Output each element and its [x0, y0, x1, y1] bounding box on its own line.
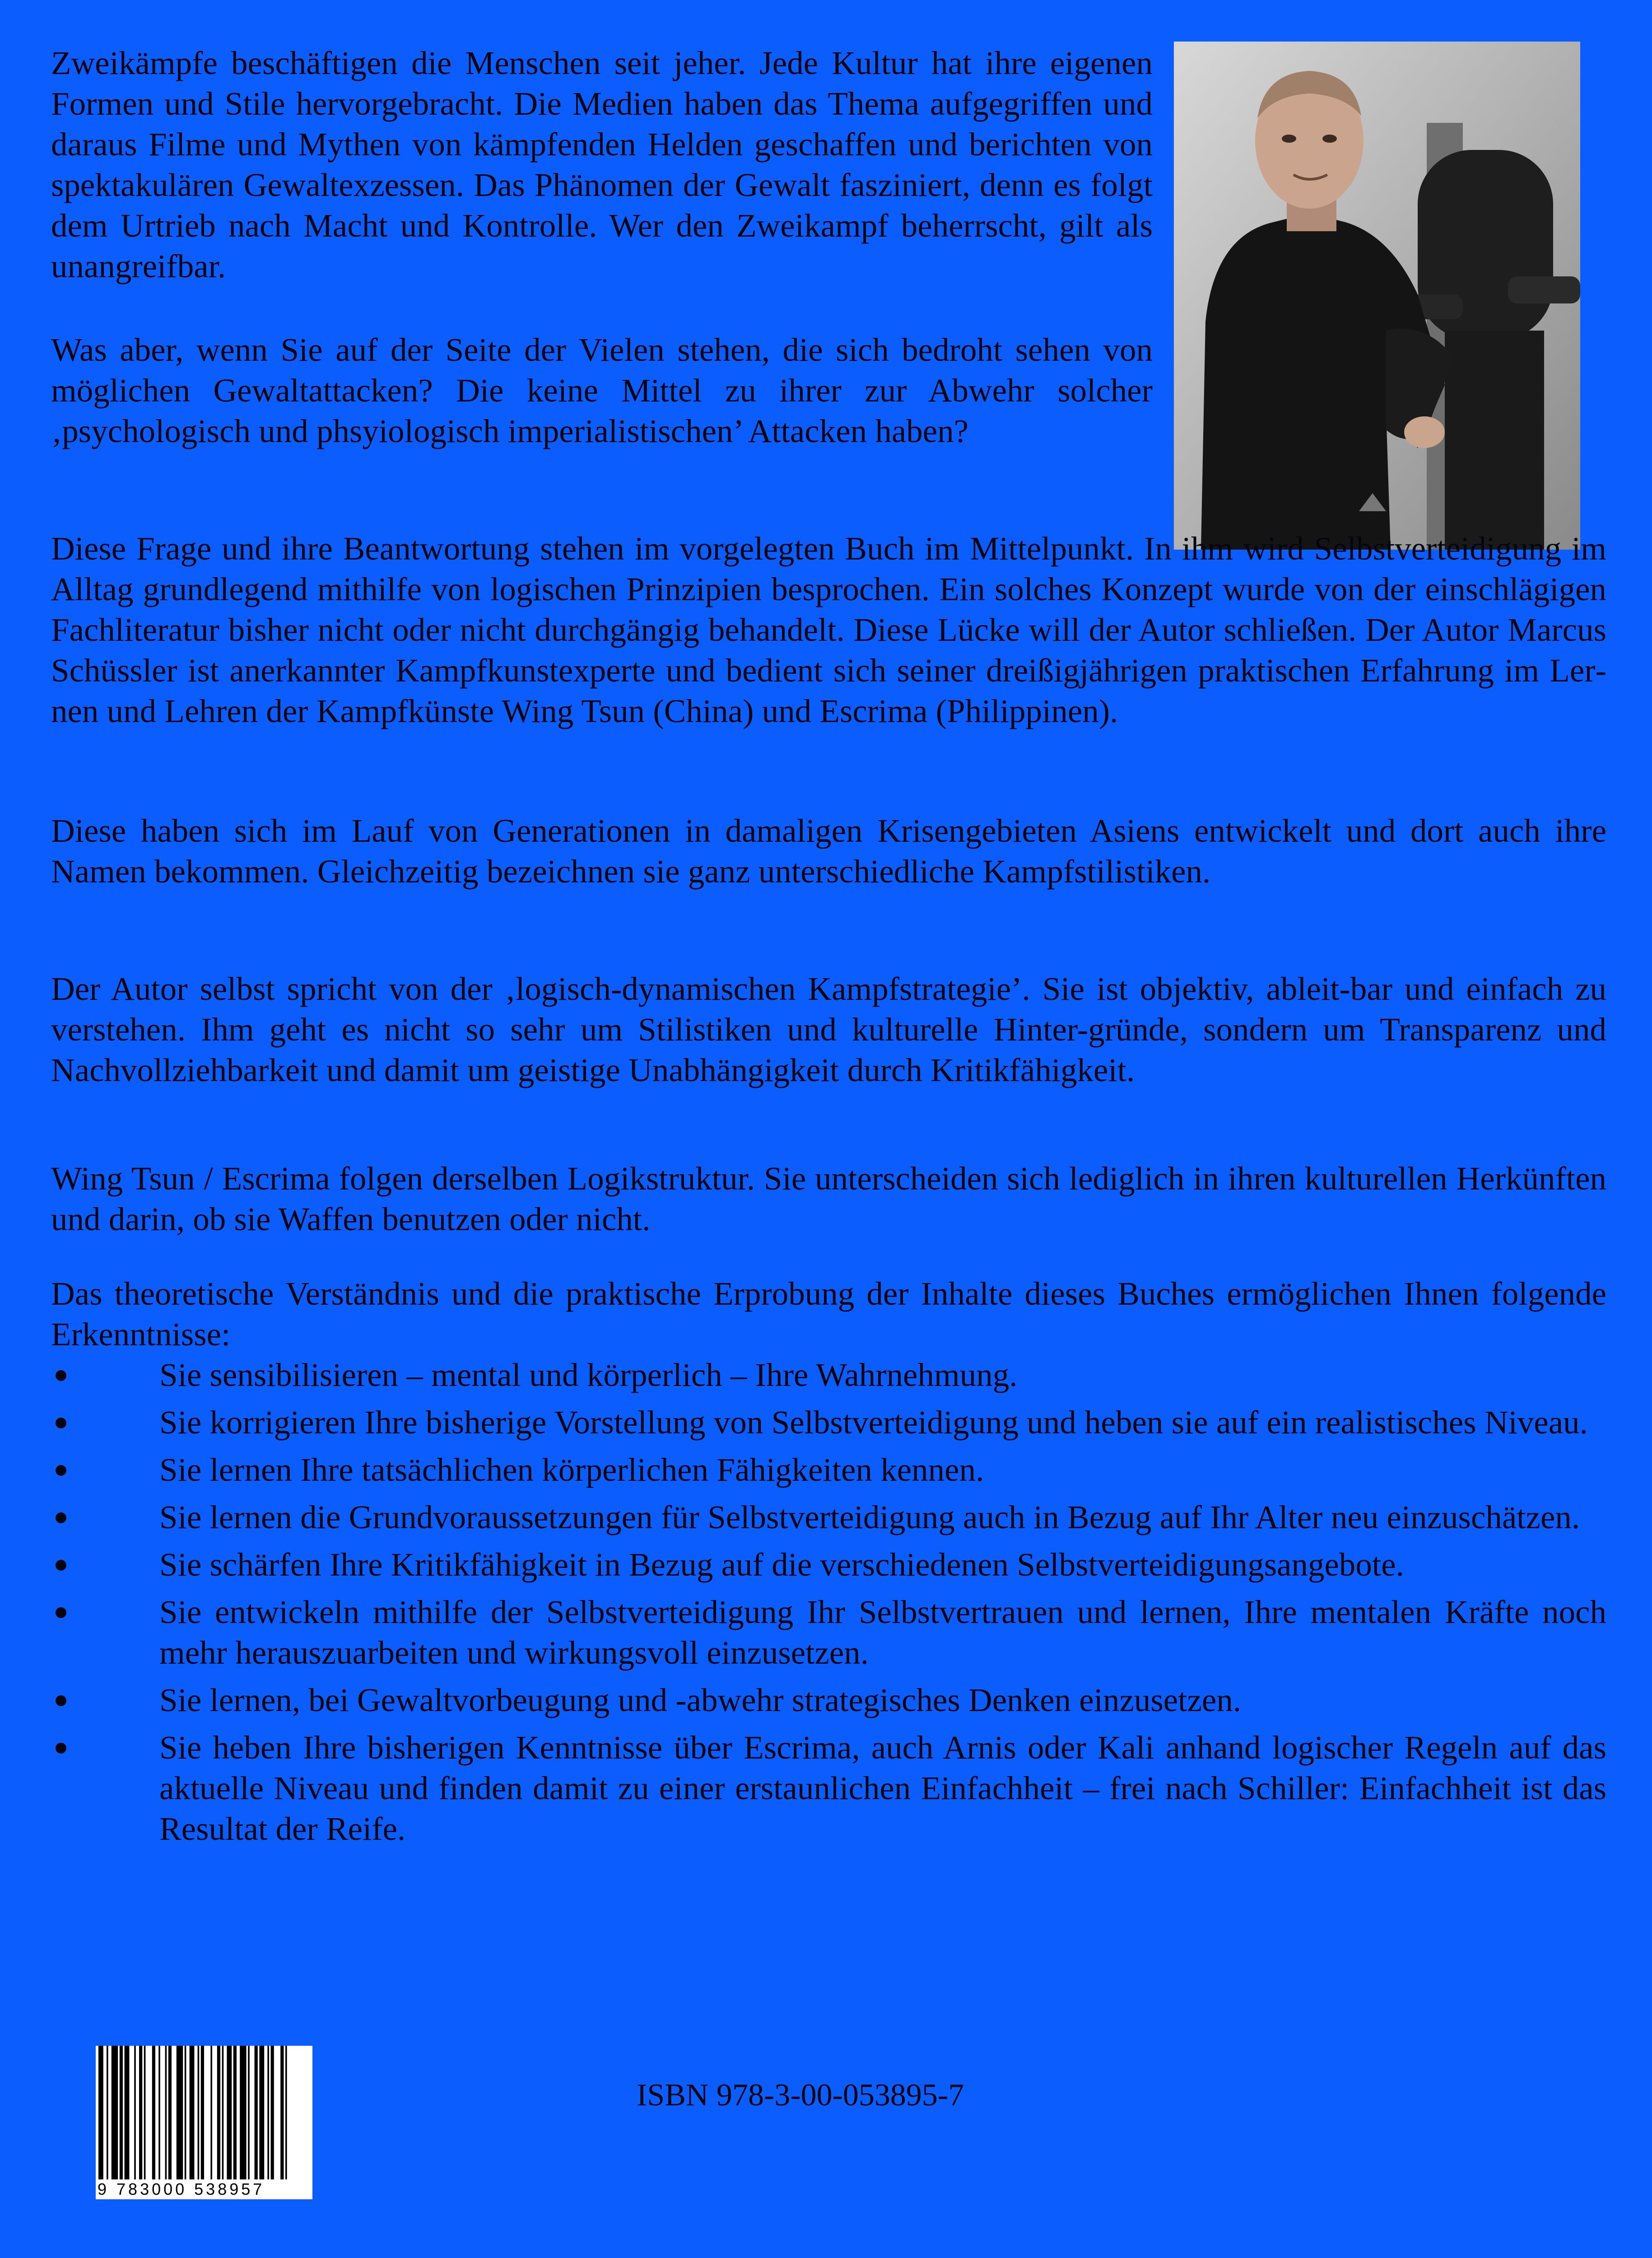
barcode-bar [165, 2046, 167, 2181]
bullet-icon [51, 1402, 159, 1443]
list-item-text: Sie lernen Ihre tatsächlichen körperlichen Fähigkeiten kennen. [159, 1451, 984, 1488]
paragraph-question: Was aber, wenn Sie auf der Seite der Vielen stehen, die sich bedroht sehen von möglichen Gewaltattacken? Die keine Mittel zu ihrer zur Abwehr solcher ‚psychologisch und phsyiologisch imperialistischen’ Attacken haben? [51, 331, 1153, 449]
barcode-bar [285, 2046, 287, 2181]
barcode-bar [190, 2046, 195, 2181]
list-item-text: Sie lernen, bei Gewaltvorbeugung und -abwehr strategisches Denken einzusetzen. [159, 1682, 1241, 1718]
list-item-text: Sie schärfen Ihre Kritikfähigkeit in Bezug auf die verschiedenen Selbstverteidigungsangebote. [159, 1546, 1404, 1583]
list-item [51, 1497, 1606, 1538]
barcode-bar [240, 2046, 246, 2181]
list-item [51, 1450, 1606, 1490]
list-item [51, 1727, 1606, 1849]
barcode-bar [168, 2046, 172, 2181]
insights-list [51, 1355, 1606, 1856]
paragraph-strategy: Der Autor selbst spricht von der ‚logisch-dynamischen Kampfstrategie’. Sie ist objektiv, ableit-bar und einfach zu verstehen. Ihm geht es nicht so sehr um Stilistiken und kulturelle Hinter-gründe, sondern um Transparenz und Nachvollziehbarkeit und damit um geistige Unabhängigkeit durch Kritikfähigkeit. [51, 970, 1606, 1088]
isbn-barcode [96, 2046, 312, 2199]
paragraph-logic-structure: Wing Tsun / Escrima folgen derselben Logikstruktur. Sie unterscheiden sich lediglich in ihren kulturellen Herkünften und darin, ob sie Waffen benutzen oder nicht. [51, 1160, 1606, 1237]
barcode-bar [222, 2046, 224, 2181]
paragraph-insights-intro: Das theoretische Verständnis und die praktische Erprobung der Inhalte dieses Buches ermöglichen Ihnen folgende Erkenntnisse: [51, 1275, 1606, 1353]
author-photo [1174, 42, 1580, 550]
barcode-digits: 9 783000 538957 [96, 2179, 312, 2199]
barcode-bar [139, 2046, 142, 2181]
list-item [51, 1402, 1606, 1443]
paragraph-book-focus: Diese Frage und ihre Beantwortung stehen im vorgelegten Buch im Mittelpunkt. In ihm wird Selbstverteidigung im Alltag grundlegend mithilfe von logischen Prinzipien besprochen. Ein solches Konzept wurde von der einschlägigen Fachliteratur bisher nicht oder nicht durchgängig behandelt. Diese Lücke will der Autor schließen. Der Autor Marcus Schüssler ist anerkannter Kampfkunstexperte und bedient sich seiner dreißigjährigen praktischen Erfahrung im Lernen und Lehren der Kampfkünste Wing Tsun (China) und Escrima (Philippinen). [51, 530, 1606, 729]
barcode-bar [217, 2046, 220, 2181]
barcode-bar [227, 2046, 232, 2181]
list-item-text: Sie lernen die Grundvoraussetzungen für Selbstverteidigung auch in Bezug auf Ihr Alter neu einzuschätzen. [159, 1499, 1580, 1535]
list-item [51, 1544, 1606, 1585]
barcode-bar [177, 2046, 183, 2181]
bullet-icon [51, 1680, 159, 1721]
barcode-bar [210, 2046, 212, 2181]
barcode-bar [144, 2046, 146, 2181]
bullet-icon [51, 1355, 159, 1395]
bullet-icon [51, 1592, 159, 1673]
bullet-icon [51, 1450, 159, 1490]
list-item-text: Sie sensibilisieren – mental und körperlich – Ihre Wahrnehmung. [159, 1357, 1018, 1393]
barcode-bar [198, 2046, 200, 2181]
barcode-bar [158, 2046, 160, 2181]
barcode-bar [248, 2046, 250, 2181]
list-item [51, 1355, 1606, 1395]
paragraph-intro: Zweikämpfe beschäftigen die Menschen seit jeher. Jede Kultur hat ihre eigenen Formen und Stile hervorgebracht. Die Medien haben das Thema aufgegriffen und daraus Filme und Mythen von kämpfenden Helden geschaffen und berichten von spektakulären Gewaltexzessen. Das Phänomen der Gewalt fasziniert, denn es folgt dem Urtrieb nach Macht und Kontrolle. Wer den Zweikampf beherrscht, gilt als unangreifbar. [51, 45, 1153, 285]
isbn-number: ISBN 978-3-00-053895-7 [637, 2078, 964, 2113]
list-item-text: Sie heben Ihre bisherigen Kenntnisse über Escrima, auch Arnis oder Kali anhand logischer Regeln auf das aktuelle Niveau und finden damit zu einer erstaunlichen Einfachheit – frei nach Schiller: Einfachheit ist das Resultat der Reife. [159, 1729, 1606, 1847]
barcode-bar [280, 2046, 284, 2181]
list-item [51, 1680, 1606, 1721]
barcode-bar [185, 2046, 186, 2181]
barcode-bar [134, 2046, 136, 2181]
bullet-icon [51, 1544, 159, 1585]
list-item-text: Sie korrigieren Ihre bisherige Vorstellung von Selbstverteidigung und heben sie auf ein realistisches Niveau. [159, 1404, 1588, 1441]
barcode-bar [112, 2046, 118, 2181]
bullet-icon [51, 1727, 159, 1849]
barcode-bar [233, 2046, 237, 2181]
barcode-bar [201, 2046, 204, 2181]
barcode-bar [152, 2046, 155, 2181]
barcode-bar [120, 2046, 123, 2181]
barcode-bar [125, 2046, 130, 2181]
barcode-bar [267, 2046, 269, 2181]
list-item-text: Sie entwickeln mithilfe der Selbstverteidigung Ihr Selbstvertrauen und lernen, Ihre mentalen Kräfte noch mehr herauszuarbeiten und wirkungsvoll einzusetzen. [159, 1594, 1606, 1671]
barcode-bars [96, 2046, 312, 2181]
barcode-bar [255, 2046, 258, 2181]
barcode-bar [107, 2046, 108, 2181]
barcode-bar [259, 2046, 264, 2181]
paragraph-origins: Diese haben sich im Lauf von Generationen in damaligen Krisengebieten Asiens entwickelt und dort auch ihre Namen bekommen. Gleichzeitig bezeichnen sie ganz unterschiedliche Kampfstilistiken. [51, 812, 1606, 890]
bullet-icon [51, 1497, 159, 1538]
barcode-bar [271, 2046, 274, 2181]
list-item [51, 1592, 1606, 1673]
barcode-bar [98, 2046, 103, 2181]
